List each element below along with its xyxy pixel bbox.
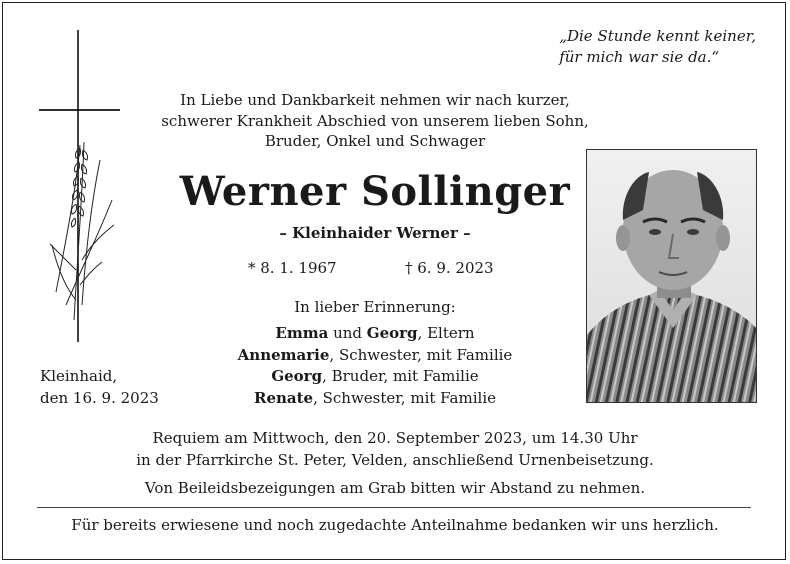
place-line: Kleinhaid, [40,367,118,385]
service-line-2: in der Pfarrkirche St. Peter, Velden, anschließend Urnenbeisetzung. [136,450,654,469]
death-date: † 6. 9. 2023 [405,259,494,277]
mourner-name: Georg [366,324,418,342]
portrait-photo [586,149,757,403]
mourner-relation: , Eltern [417,324,475,342]
thanks-note: Für bereits erwiesene und noch zugedachte Anteilnahme bedanken wir uns herzlich. [71,516,719,534]
mourner-name: Emma [275,324,329,342]
service-info [0,428,790,471]
date-line: den 16. 9. 2023 [40,388,159,407]
mourner-line [160,345,590,367]
quote-line-1: „Die Stunde kennt keiner, [559,27,756,45]
intro-text [60,90,690,152]
deceased-name: Werner Sollinger [179,168,571,215]
intro-line-2: schwerer Krankheit Abschied von unserem lieben Sohn, [161,111,589,130]
service-line-1: Requiem am Mittwoch, den 20. September 2023, um 14.30 Uhr [152,429,638,447]
mourner-line [160,388,590,410]
deceased-nickname: – Kleinhaider Werner – [279,224,471,242]
mourner-line [160,366,590,388]
intro-line-3: Bruder, Onkel und Schwager [264,132,486,150]
mourner-relation: , Schwester, mit Familie [329,345,513,364]
mourner-name: Georg [271,367,323,385]
portrait-illustration [587,150,757,403]
divider [37,507,751,508]
mourner-name: Annemarie [237,345,330,364]
mourner-line [160,323,590,345]
mourners-list [160,323,590,409]
mourner-connector: und [328,324,367,342]
epitaph-quote [559,26,756,68]
remembrance-heading: In lieber Erinnerung: [294,298,456,316]
condolences-note: Von Beileidsbezeigungen am Grab bitten wir Abstand zu nehmen. [144,479,646,497]
mourner-relation: , Schwester, mit Familie [313,388,496,407]
birth-date: * 8. 1. 1967 [248,259,337,277]
mourner-relation: , Bruder, mit Familie [322,367,479,385]
place-date [40,366,159,409]
intro-line-1: In Liebe und Dankbarkeit nehmen wir nach kurzer, [180,91,570,109]
mourner-name: Renate [253,388,314,407]
quote-line-2: für mich war sie da.“ [559,48,720,66]
